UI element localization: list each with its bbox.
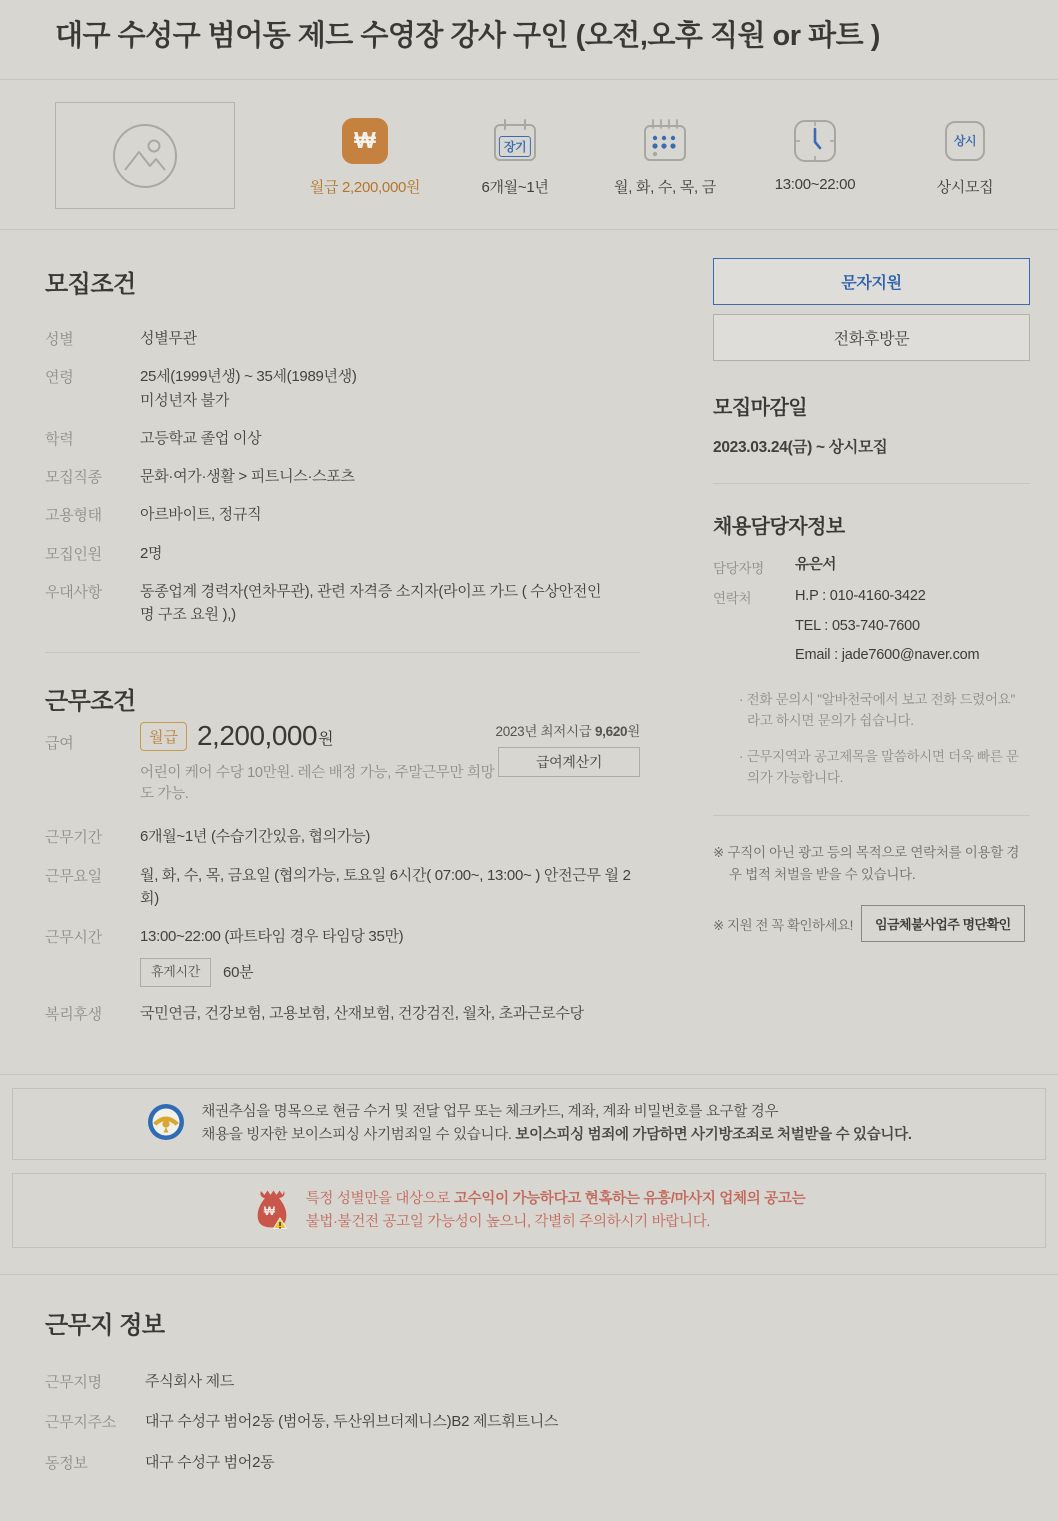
work-row-welfare	[45, 1002, 640, 1025]
row-value: 6개월~1년 (수습기간있음, 협의가능)	[140, 828, 371, 846]
pay-right	[496, 720, 641, 803]
row-label: 근무지명	[45, 1374, 102, 1392]
recruit-row-preference	[45, 580, 640, 627]
row-value	[140, 365, 357, 412]
break-time-badge: 휴게시간	[140, 958, 211, 986]
recruit-row-jobtype	[45, 465, 640, 488]
money-bag-warning-icon	[253, 1186, 291, 1235]
age-range: 25세(1999년생) ~ 35세(1989년생)	[140, 368, 357, 386]
min-wage-value: 9,620	[594, 724, 628, 740]
work-rows	[45, 825, 640, 1024]
adult-line-1	[306, 1188, 806, 1211]
bag-won-symbol: ₩	[263, 1204, 276, 1219]
monthly-pay-badge: 월급	[140, 722, 187, 751]
row-value: 주식회사 제드	[145, 1373, 235, 1391]
check-before-apply-row	[713, 905, 1030, 942]
adult-line-1-normal: 특정 성별만을 대상으로	[305, 1190, 454, 1207]
min-wage-text	[496, 720, 641, 740]
contact-label: 연락처	[713, 591, 752, 607]
workplace-row-district	[45, 1451, 1013, 1474]
row-label: 근무요일	[45, 867, 102, 885]
legal-warning-note: ※ 구직이 아닌 광고 등의 목적으로 연락처를 이용할 경우 법적 처벌을 받을 수 있습니다.	[713, 845, 1020, 882]
recruit-row-age	[45, 365, 640, 412]
sidebar-divider	[713, 483, 1030, 484]
work-conditions-heading: 근무조건	[45, 688, 136, 716]
row-value: 동종업계 경력자(연차무관), 관련 자격증 소지자(라이프 가드 ( 수상안전인명 구조 요원 ),)	[140, 582, 602, 624]
row-label: 모집직종	[45, 469, 102, 487]
manager-name-value: 유은서	[795, 557, 837, 574]
job-header	[0, 0, 1058, 80]
salary-icon-wrap	[342, 115, 388, 167]
pay-note: 어린이 케어 수당 10만원. 레슨 배정 가능, 주말근무만 희망도 가능.	[140, 765, 495, 803]
page-title: 대구 수성구 범어동 제드 수영장 강사 구인 (오전,오후 직원 or 파트 )	[55, 20, 880, 52]
manager-info-heading: 채용담당자정보	[713, 516, 845, 539]
salary-calculator-button[interactable]: 급여계산기	[498, 747, 640, 777]
contact-tip-2: · 근무지역과 공고제목을 말씀하시면 더욱 빠른 문의가 가능합니다.	[739, 749, 1019, 786]
long-term-badge: 장기	[499, 136, 531, 157]
workplace-info-section	[0, 1274, 1058, 1521]
conditions-column	[45, 258, 640, 1040]
row-label: 근무시간	[45, 929, 102, 947]
summary-item-period	[440, 115, 590, 197]
contact-email: Email : jade7600@naver.com	[795, 647, 980, 664]
workplace-row-name	[45, 1370, 1013, 1393]
recruit-row-headcount	[45, 542, 640, 565]
row-value: 대구 수성구 범어2동	[145, 1453, 275, 1471]
adult-ad-warning-text	[306, 1188, 806, 1234]
manager-name-label: 담당자명	[713, 561, 764, 577]
always-summary-label: 상시모집	[936, 178, 994, 196]
work-row-period	[45, 825, 640, 848]
phishing-line-2	[201, 1124, 911, 1147]
summary-item-days	[590, 115, 740, 197]
row-label: 근무기간	[45, 829, 102, 847]
pay-amount: 2,200,000	[196, 720, 318, 752]
row-label: 성별	[45, 331, 74, 349]
adult-line-2: 불법·불건전 공고일 가능성이 높으니, 각별히 주의하시기 바랍니다.	[305, 1213, 711, 1230]
image-placeholder-icon	[108, 119, 182, 193]
pay-block	[45, 720, 640, 803]
adult-line-1-bold: 고수익이 가능하다고 현혹하는 유흥/마사지 업체의 공고는	[453, 1190, 806, 1207]
age-note: 미성년자 불가	[140, 391, 230, 409]
recruit-row-education	[45, 427, 640, 450]
contact-tip-1: · 전화 문의시 "알바천국에서 보고 전화 드렸어요" 라고 하시면 문의가 쉽습니다.	[739, 691, 1015, 728]
contact-row	[713, 585, 1030, 673]
phishing-line-2-normal: 채용을 빙자한 보이스피싱 사기범죄일 수 있습니다.	[201, 1127, 516, 1143]
always-badge: 상시	[953, 133, 977, 148]
row-label: 연령	[45, 369, 74, 387]
summary-strip	[0, 80, 1058, 230]
recruit-row-gender	[45, 327, 640, 350]
pay-unit: 원	[318, 731, 334, 749]
contact-values	[795, 585, 979, 673]
pay-detail	[140, 720, 496, 803]
row-value: 대구 수성구 범어2동 (범어동, 두산위브더제니스)B2 제드휘트니스	[145, 1413, 559, 1431]
deadline-heading: 모집마감일	[713, 397, 808, 420]
row-label: 우대사항	[45, 583, 102, 601]
row-label: 동정보	[45, 1454, 88, 1472]
main-content	[0, 230, 1058, 1075]
work-row-time	[45, 925, 640, 986]
time-icon-wrap	[791, 115, 839, 167]
check-before-apply-note: ※ 지원 전 꼭 확인하세요!	[713, 917, 853, 933]
phishing-line-2-bold: 보이스피싱 범죄에 가담하면 사기방조죄로 처벌받을 수 있습니다.	[515, 1127, 912, 1143]
phishing-line-1: 채권추심을 명목으로 현금 수거 및 전달 업무 또는 체크카드, 계좌, 계좌 비밀번호를 요구할 경우	[201, 1103, 779, 1120]
period-icon-wrap	[490, 115, 540, 167]
pay-label: 급여	[45, 735, 74, 753]
manager-name-row	[713, 555, 1030, 577]
clock-icon	[791, 117, 839, 165]
summary-item-time	[740, 115, 890, 197]
always-icon-wrap	[941, 115, 989, 167]
break-time-value: 60분	[223, 963, 254, 981]
row-label: 학력	[45, 430, 74, 448]
row-value: 월, 화, 수, 목, 금요일 (협의가능, 토요일 6시간( 07:00~, 13:00~ ) 안전근무 월 2회)	[140, 866, 631, 907]
pay-line	[140, 720, 496, 752]
row-value: 국민연금, 건강보험, 고용보험, 산재보험, 건강검진, 월차, 초과근로수당	[140, 1004, 584, 1022]
manager-rows	[713, 555, 1030, 673]
wage-delinquent-employers-button[interactable]: 임금체불사업주 명단확인	[861, 905, 1025, 942]
row-value: 2명	[140, 544, 163, 562]
phishing-warning-box	[12, 1088, 1046, 1160]
calendar-days-icon	[640, 116, 690, 166]
break-line	[140, 958, 403, 986]
row-label: 고용형태	[45, 507, 102, 525]
row-value: 문화·여가·생활 > 피트니스·스포츠	[140, 468, 355, 486]
won-icon	[342, 118, 388, 164]
row-value: 고등학교 졸업 이상	[140, 429, 262, 447]
time-value: 13:00~22:00 (파트타임 경우 타임당 35만)	[140, 928, 404, 946]
phishing-warning-text	[201, 1101, 911, 1147]
police-badge-icon	[146, 1102, 186, 1147]
contact-tel: TEL : 053-740-7600	[795, 617, 920, 634]
row-value	[140, 925, 403, 986]
recruit-row-employment-type	[45, 503, 640, 526]
min-wage-suffix: 원	[627, 724, 640, 740]
company-image-placeholder	[55, 102, 235, 209]
min-wage-prefix: 2023년 최저시급	[495, 724, 595, 740]
row-label: 모집인원	[45, 545, 102, 563]
section-divider	[45, 652, 640, 653]
sidebar-divider	[713, 815, 1030, 816]
work-row-days	[45, 864, 640, 911]
summary-item-always	[890, 115, 1040, 197]
adult-ad-warning-box	[12, 1173, 1046, 1248]
workplace-row-address	[45, 1410, 1013, 1433]
recruit-conditions-heading: 모집조건	[45, 271, 136, 299]
days-icon-wrap	[640, 115, 690, 167]
summary-items	[290, 115, 1040, 197]
apply-sidebar	[713, 258, 1030, 1040]
row-label: 복리후생	[45, 1005, 102, 1023]
time-summary-label: 13:00~22:00	[774, 175, 856, 193]
call-then-visit-button[interactable]: 전화후방문	[713, 314, 1030, 361]
row-value: 아르바이트, 정규직	[140, 506, 262, 524]
summary-item-salary	[290, 115, 440, 197]
salary-summary-label: 월급 2,200,000원	[309, 178, 421, 196]
row-value: 성별무관	[140, 330, 197, 348]
contact-hp: H.P : 010-4160-3422	[795, 588, 926, 605]
deadline-value: 2023.03.24(금) ~ 상시모집	[713, 439, 888, 457]
workplace-heading: 근무지 정보	[45, 1312, 165, 1340]
pay-left	[45, 720, 496, 803]
won-symbol: ₩	[354, 127, 376, 154]
period-summary-label: 6개월~1년	[481, 178, 549, 196]
days-summary-label: 월, 화, 수, 목, 금	[614, 178, 716, 196]
row-label: 근무지주소	[45, 1414, 116, 1432]
sms-apply-button[interactable]: 문자지원	[713, 258, 1030, 305]
